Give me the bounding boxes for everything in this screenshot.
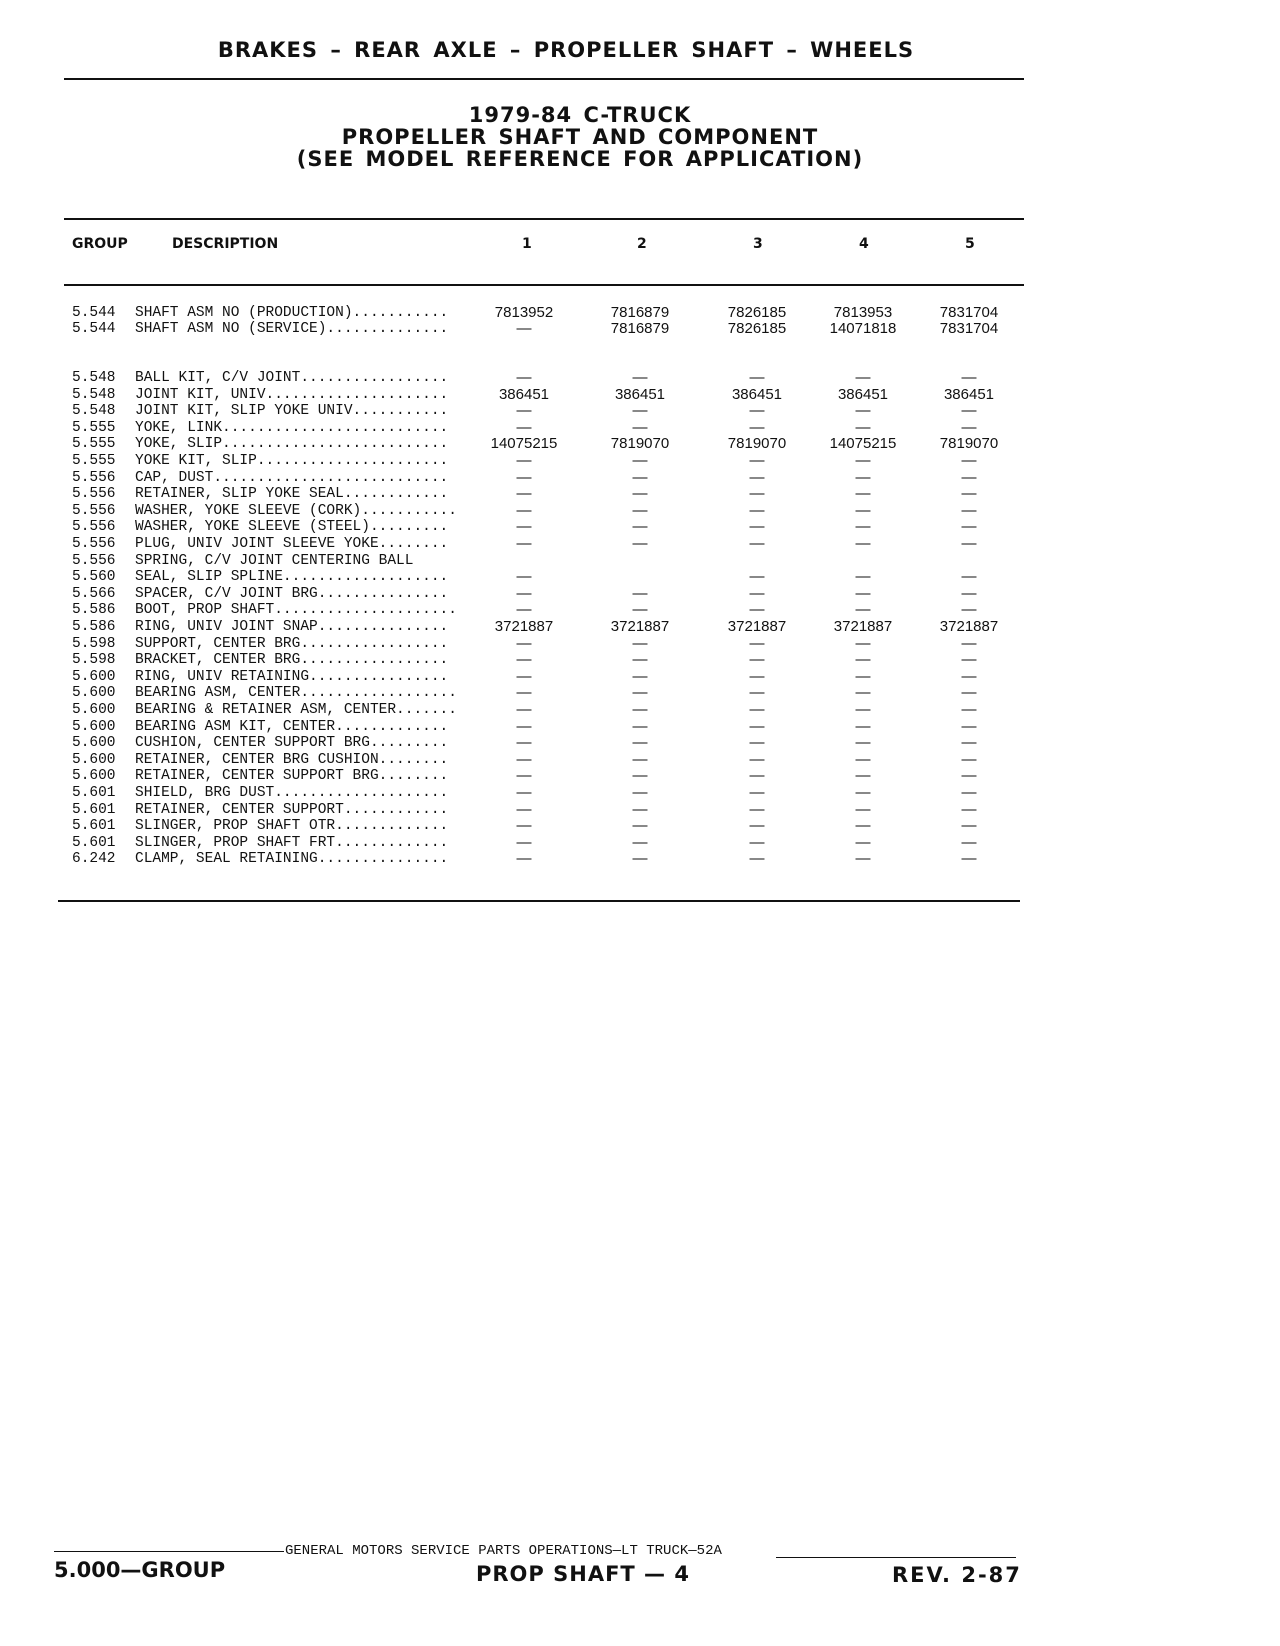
header-rule (64, 78, 1024, 80)
header-bottom-rule (64, 284, 1024, 286)
group-cell: 5.544 (72, 321, 116, 337)
group-cell: 5.586 (72, 619, 116, 635)
part-number-cell-col1: — (516, 817, 532, 835)
part-number-cell-col5: — (961, 784, 977, 801)
footer-group: 5.000—GROUP (54, 1558, 226, 1582)
part-number-cell-col5: — (961, 485, 977, 503)
part-number-cell-col3: — (749, 701, 765, 718)
part-number-cell-col4: — (855, 468, 871, 486)
part-number-cell-col2: — (632, 584, 648, 602)
group-cell: 5.566 (72, 585, 116, 602)
part-number-cell-col2: 7816879 (610, 304, 670, 321)
table-row (0, 619, 1280, 635)
group-cell: 5.548 (72, 370, 116, 386)
part-number-cell-col3: — (749, 784, 765, 801)
part-number-cell-col2: — (632, 651, 648, 669)
part-number-cell-col3: — (749, 402, 765, 420)
part-number-cell-col5: — (961, 833, 977, 851)
description-cell: SEAL, SLIP SPLINE................... (135, 569, 449, 586)
group-cell: 5.600 (72, 768, 116, 785)
group-cell: 5.600 (72, 702, 116, 718)
part-number-cell-col4: — (855, 701, 871, 718)
part-number-cell-col3: 7826185 (727, 304, 787, 321)
part-number-cell-col1: — (516, 750, 532, 768)
group-cell: 5.600 (72, 751, 116, 768)
part-number-cell-col5: — (961, 402, 977, 420)
part-number-cell-col3: — (749, 468, 765, 486)
group-cell: 5.556 (72, 519, 116, 536)
description-cell: JOINT KIT, UNIV..................... (135, 386, 449, 403)
part-number-cell-col2: — (632, 833, 648, 851)
part-number-cell-col5: — (961, 651, 977, 669)
part-number-cell-col4: — (855, 734, 871, 752)
description-cell: RETAINER, CENTER SUPPORT............ (135, 801, 449, 818)
part-number-cell-col5: — (961, 800, 977, 818)
part-number-cell-col2: — (632, 750, 648, 768)
footer-rule-left (54, 1551, 284, 1552)
group-cell: 5.600 (72, 685, 116, 702)
part-number-cell-col2: — (632, 518, 648, 536)
col-header-1: 1 (522, 236, 532, 252)
table-row (0, 321, 1280, 337)
description-cell: SHAFT ASM NO (PRODUCTION)........... (135, 305, 449, 321)
part-number-cell-col5: — (961, 684, 977, 702)
table-row (0, 851, 1280, 867)
part-number-cell-col4: — (855, 800, 871, 818)
part-number-cell-col3: — (749, 734, 765, 752)
description-cell: SPRING, C/V JOINT CENTERING BALL (135, 552, 414, 569)
col-header-description: DESCRIPTION (172, 236, 279, 252)
group-cell: 5.555 (72, 453, 116, 469)
part-number-cell-col1: — (516, 833, 532, 851)
part-number-cell-col1: — (516, 568, 532, 586)
table-row (0, 818, 1280, 834)
part-number-cell-col4: 14071818 (829, 320, 897, 337)
table-row (0, 453, 1280, 469)
table-row (0, 436, 1280, 452)
table-row (0, 403, 1280, 419)
part-number-cell-col1: — (516, 701, 532, 718)
description-cell: BEARING ASM, CENTER.................. (135, 685, 457, 702)
part-number-cell-col2: — (632, 817, 648, 835)
group-cell: 5.556 (72, 502, 116, 519)
part-number-cell-col2: — (632, 784, 648, 801)
part-number-cell-col3: — (749, 452, 765, 469)
part-number-cell-col4: — (855, 850, 871, 868)
group-cell: 5.601 (72, 801, 116, 818)
description-cell: SHAFT ASM NO (SERVICE).............. (135, 321, 449, 337)
part-number-cell-col4: — (855, 535, 871, 552)
table-row (0, 636, 1280, 652)
group-cell: 5.560 (72, 569, 116, 586)
part-number-cell-col3: 3721887 (727, 618, 787, 635)
part-number-cell-col2: — (632, 634, 648, 652)
part-number-cell-col1: — (516, 452, 532, 469)
part-number-cell-col5: — (961, 468, 977, 486)
table-row (0, 470, 1280, 486)
description-cell: RING, UNIV JOINT SNAP............... (135, 619, 449, 635)
group-cell: 5.556 (72, 552, 116, 569)
part-number-cell-col1: — (516, 402, 532, 420)
table-row (0, 652, 1280, 668)
table-row (0, 519, 1280, 535)
part-number-cell-col3: — (749, 684, 765, 702)
table-row (0, 719, 1280, 735)
description-cell: BOOT, PROP SHAFT..................... (135, 602, 457, 619)
part-number-cell-col3: — (749, 535, 765, 552)
description-cell: BEARING & RETAINER ASM, CENTER....... (135, 702, 457, 718)
part-number-cell-col4: — (855, 817, 871, 835)
part-number-cell-col4: 14075215 (829, 435, 897, 453)
table-bottom-rule (58, 900, 1020, 902)
description-cell: CAP, DUST........................... (135, 469, 449, 486)
part-number-cell-col1: 14075215 (490, 435, 558, 453)
part-number-cell-col2: — (632, 485, 648, 503)
part-number-cell-col1: — (516, 850, 532, 868)
description-cell: RETAINER, SLIP YOKE SEAL............ (135, 486, 449, 503)
part-number-cell-col5: — (961, 452, 977, 469)
table-title (0, 104, 1160, 170)
part-number-cell-col2: — (632, 452, 648, 469)
part-number-cell-col3: 386451 (731, 385, 783, 403)
table-row (0, 802, 1280, 818)
footer-page-label: PROP SHAFT — 4 (476, 1562, 690, 1586)
table-row (0, 685, 1280, 701)
part-number-cell-col1: — (516, 734, 532, 752)
table-top-rule (64, 218, 1024, 220)
part-number-cell-col4: — (855, 651, 871, 669)
title-line-1: 1979-84 C-TRUCK (468, 103, 692, 127)
part-number-cell-col2: — (632, 684, 648, 702)
part-number-cell-col4: — (855, 750, 871, 768)
part-number-cell-col2: — (632, 717, 648, 735)
table-row (0, 387, 1280, 403)
part-number-cell-col5: — (961, 850, 977, 868)
part-number-cell-col3: — (749, 850, 765, 868)
description-cell: CUSHION, CENTER SUPPORT BRG......... (135, 735, 449, 752)
table-row (0, 702, 1280, 718)
part-number-cell-col3: — (749, 369, 765, 386)
part-number-cell-col5: — (961, 667, 977, 685)
part-number-cell-col3: — (749, 634, 765, 652)
part-number-cell-col3: — (749, 418, 765, 436)
part-number-cell-col4: — (855, 634, 871, 652)
group-cell: 5.600 (72, 718, 116, 735)
part-number-cell-col3: — (749, 651, 765, 669)
group-cell: 5.544 (72, 305, 116, 321)
group-cell: 5.548 (72, 386, 116, 403)
part-number-cell-col4: — (855, 452, 871, 469)
part-number-cell-col5: 7831704 (939, 320, 999, 337)
part-number-cell-col3: — (749, 717, 765, 735)
group-cell: 5.548 (72, 403, 116, 420)
part-number-cell-col4: 7813953 (833, 304, 893, 321)
part-number-cell-col5: — (961, 535, 977, 552)
part-number-cell-col1: — (516, 634, 532, 652)
part-number-cell-col2: — (632, 468, 648, 486)
part-number-cell-col5: — (961, 817, 977, 835)
part-number-cell-col4: 3721887 (833, 618, 893, 635)
group-cell: 5.598 (72, 635, 116, 652)
part-number-cell-col5: — (961, 518, 977, 536)
part-number-cell-col1: — (516, 601, 532, 619)
part-number-cell-col5: 7819070 (939, 435, 999, 453)
group-cell: 5.555 (72, 436, 116, 453)
part-number-cell-col1: — (516, 651, 532, 669)
table-row (0, 768, 1280, 784)
table-row (0, 486, 1280, 502)
part-number-cell-col1: 3721887 (494, 618, 554, 635)
description-cell: BALL KIT, C/V JOINT................. (135, 370, 449, 386)
description-cell: SLINGER, PROP SHAFT OTR............. (135, 818, 449, 835)
description-cell: WASHER, YOKE SLEEVE (CORK)........... (135, 502, 457, 519)
group-cell: 5.600 (72, 735, 116, 752)
part-number-cell-col4: — (855, 584, 871, 602)
part-number-cell-col3: — (749, 584, 765, 602)
part-number-cell-col4: — (855, 784, 871, 801)
part-number-cell-col5: — (961, 501, 977, 519)
part-number-cell-col2: — (632, 850, 648, 868)
part-number-cell-col4: — (855, 833, 871, 851)
description-cell: SPACER, C/V JOINT BRG............... (135, 585, 449, 602)
part-number-cell-col3: — (749, 601, 765, 619)
part-number-cell-col2: — (632, 418, 648, 436)
part-number-cell-col3: — (749, 568, 765, 586)
footer-revision: REV. 2-87 (892, 1563, 1022, 1587)
part-number-cell-col3: — (749, 667, 765, 685)
part-number-cell-col4: — (855, 601, 871, 619)
part-number-cell-col2: — (632, 800, 648, 818)
part-number-cell-col1: — (516, 717, 532, 735)
part-number-cell-col1: — (516, 518, 532, 536)
description-cell: SLINGER, PROP SHAFT FRT............. (135, 834, 449, 851)
group-cell: 5.556 (72, 536, 116, 552)
part-number-cell-col4: — (855, 501, 871, 519)
part-number-cell-col5: — (961, 717, 977, 735)
col-header-3: 3 (753, 236, 763, 252)
part-number-cell-col1: — (516, 535, 532, 552)
part-number-cell-col1: — (516, 501, 532, 519)
part-number-cell-col2: — (632, 667, 648, 685)
part-number-cell-col4: — (855, 369, 871, 386)
table-row (0, 752, 1280, 768)
part-number-cell-col5: — (961, 418, 977, 436)
part-number-cell-col1: 386451 (498, 385, 550, 403)
col-header-5: 5 (965, 236, 975, 252)
part-number-cell-col2: — (632, 501, 648, 519)
description-cell: BEARING ASM KIT, CENTER............. (135, 718, 449, 735)
part-number-cell-col2: — (632, 701, 648, 718)
part-number-cell-col4: — (855, 402, 871, 420)
part-number-cell-col1: — (516, 320, 532, 337)
part-number-cell-col2: 7819070 (610, 435, 670, 453)
part-number-cell-col4: 386451 (837, 385, 889, 403)
part-number-cell-col3: — (749, 750, 765, 768)
title-line-2: PROPELLER SHAFT AND COMPONENT (341, 125, 819, 149)
table-row (0, 602, 1280, 618)
part-number-cell-col4: — (855, 485, 871, 503)
title-line-3: (SEE MODEL REFERENCE FOR APPLICATION) (296, 147, 864, 171)
group-cell: 6.242 (72, 851, 116, 868)
table-row (0, 785, 1280, 801)
part-number-cell-col3: — (749, 833, 765, 851)
part-number-cell-col1: — (516, 369, 532, 386)
group-cell: 5.556 (72, 469, 116, 486)
part-number-cell-col5: — (961, 634, 977, 652)
part-number-cell-col4: — (855, 518, 871, 536)
part-number-cell-col2: — (632, 601, 648, 619)
part-number-cell-col1: — (516, 767, 532, 785)
part-number-cell-col1: — (516, 485, 532, 503)
part-number-cell-col2: — (632, 535, 648, 552)
table-row (0, 586, 1280, 602)
group-cell: 5.598 (72, 652, 116, 669)
part-number-cell-col1: — (516, 468, 532, 486)
description-cell: BRACKET, CENTER BRG................. (135, 652, 449, 669)
group-cell: 5.556 (72, 486, 116, 503)
group-cell: 5.600 (72, 668, 116, 685)
group-cell: 5.586 (72, 602, 116, 619)
part-number-cell-col4: — (855, 717, 871, 735)
part-number-cell-col3: — (749, 518, 765, 536)
part-number-cell-col5: — (961, 601, 977, 619)
part-number-cell-col4: — (855, 418, 871, 436)
part-number-cell-col1: — (516, 418, 532, 436)
table-row (0, 569, 1280, 585)
part-number-cell-col4: — (855, 684, 871, 702)
part-number-cell-col3: 7819070 (727, 435, 787, 453)
part-number-cell-col3: — (749, 501, 765, 519)
table-row (0, 553, 1280, 569)
part-number-cell-col4: — (855, 568, 871, 586)
group-cell: 5.555 (72, 419, 116, 436)
part-number-cell-col5: — (961, 369, 977, 386)
part-number-cell-col2: — (632, 402, 648, 420)
part-number-cell-col1: 7813952 (494, 304, 554, 321)
part-number-cell-col4: — (855, 767, 871, 785)
description-cell: PLUG, UNIV JOINT SLEEVE YOKE........ (135, 536, 449, 552)
part-number-cell-col5: — (961, 584, 977, 602)
col-header-4: 4 (859, 236, 869, 252)
table-row (0, 735, 1280, 751)
table-row (0, 420, 1280, 436)
table-row (0, 305, 1280, 321)
page-header-title: BRAKES – REAR AXLE – PROPELLER SHAFT – WHEELS (217, 38, 915, 62)
table-row (0, 669, 1280, 685)
table-row (0, 536, 1280, 552)
part-number-cell-col3: — (749, 767, 765, 785)
group-cell: 5.601 (72, 785, 116, 801)
part-number-cell-col2: 386451 (614, 385, 666, 403)
description-cell: YOKE KIT, SLIP...................... (135, 453, 449, 469)
part-number-cell-col2: — (632, 369, 648, 386)
part-number-cell-col5: — (961, 568, 977, 586)
description-cell: YOKE, SLIP.......................... (135, 436, 449, 453)
table-row (0, 503, 1280, 519)
description-cell: RING, UNIV RETAINING................ (135, 668, 449, 685)
part-number-cell-col2: 3721887 (610, 618, 670, 635)
col-header-2: 2 (637, 236, 647, 252)
part-number-cell-col3: — (749, 817, 765, 835)
part-number-cell-col1: — (516, 684, 532, 702)
part-number-cell-col5: 7831704 (939, 304, 999, 321)
part-number-cell-col3: — (749, 800, 765, 818)
group-cell: 5.601 (72, 818, 116, 835)
description-cell: RETAINER, CENTER SUPPORT BRG........ (135, 768, 449, 785)
description-cell: YOKE, LINK.......................... (135, 419, 449, 436)
description-cell: JOINT KIT, SLIP YOKE UNIV........... (135, 403, 449, 420)
part-number-cell-col4: — (855, 667, 871, 685)
part-number-cell-col5: 386451 (943, 385, 995, 403)
description-cell: RETAINER, CENTER BRG CUSHION........ (135, 751, 449, 768)
description-cell: WASHER, YOKE SLEEVE (STEEL)......... (135, 519, 449, 536)
description-cell: SUPPORT, CENTER BRG................. (135, 635, 449, 652)
part-number-cell-col5: — (961, 734, 977, 752)
part-number-cell-col5: — (961, 750, 977, 768)
part-number-cell-col5: 3721887 (939, 618, 999, 635)
table-row (0, 370, 1280, 386)
part-number-cell-col1: — (516, 667, 532, 685)
col-header-group: GROUP (72, 236, 128, 252)
part-number-cell-col2: 7816879 (610, 320, 670, 337)
part-number-cell-col1: — (516, 800, 532, 818)
part-number-cell-col2: — (632, 767, 648, 785)
part-number-cell-col2: — (632, 734, 648, 752)
part-number-cell-col1: — (516, 584, 532, 602)
part-number-cell-col5: — (961, 767, 977, 785)
part-number-cell-col5: — (961, 701, 977, 718)
part-number-cell-col1: — (516, 784, 532, 801)
group-cell: 5.601 (72, 834, 116, 851)
description-cell: CLAMP, SEAL RETAINING............... (135, 851, 449, 868)
footer-rule-right (776, 1557, 1016, 1558)
description-cell: SHIELD, BRG DUST.................... (135, 785, 449, 801)
part-number-cell-col3: 7826185 (727, 320, 787, 337)
footer-publisher: GENERAL MOTORS SERVICE PARTS OPERATIONS—LT TRUCK—52A (285, 1543, 722, 1559)
table-row (0, 835, 1280, 851)
part-number-cell-col3: — (749, 485, 765, 503)
